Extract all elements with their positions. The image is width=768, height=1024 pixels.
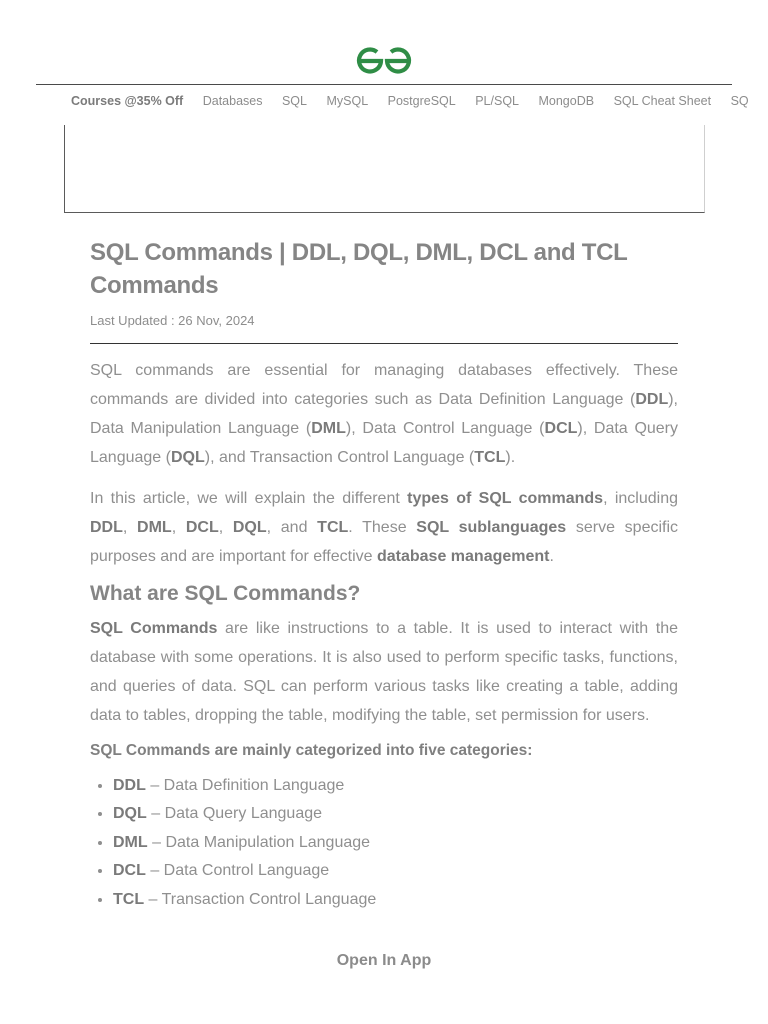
nav-item-sql[interactable]: SQL (281, 94, 307, 108)
ad-placeholder (64, 125, 705, 213)
site-header (0, 0, 768, 84)
title-divider (90, 343, 678, 344)
list-item: • DCL – Data Control Language (113, 857, 678, 885)
open-in-app-button[interactable]: Open In App (336, 952, 432, 969)
page-title: SQL Commands | DDL, DQL, DML, DCL and TCL Commands (90, 239, 628, 299)
top-nav (36, 86, 749, 120)
categories-heading: SQL Commands are mainly categorized into five categories: (90, 742, 533, 759)
intro-paragraph-2: In this article, we will explain the different types of SQL commands, including DDL, DML, DCL, DQL, and TCL. These SQL sublanguages serve specific purposes and are important for effective database management. (90, 490, 679, 565)
geeksforgeeks-logo-icon[interactable] (356, 44, 412, 76)
header-divider (36, 84, 732, 85)
categories-list (90, 772, 678, 914)
section-heading: What are SQL Commands? (90, 582, 361, 605)
nav-item-mongodb[interactable]: MongoDB (538, 94, 595, 108)
nav-item-truncated[interactable]: SQ (730, 94, 749, 108)
nav-item-postgresql[interactable]: PostgreSQL (387, 94, 456, 108)
last-updated: Last Updated : 26 Nov, 2024 (90, 313, 255, 328)
nav-item-courses[interactable]: Courses @35% Off (71, 94, 184, 108)
list-item: • DML – Data Manipulation Language (113, 829, 678, 857)
nav-item-mysql[interactable]: MySQL (326, 94, 369, 108)
section-paragraph: SQL Commands are like instructions to a table. It is used to interact with the database with some operations. It is also used to perform specific tasks, functions, and queries of data. SQL can perform various tasks like creating a table, adding data to tables, dropping the table, modifying the table, set permission for users. (90, 620, 679, 724)
nav-item-databases[interactable]: Databases (202, 94, 263, 108)
nav-item-sql-cheat-sheet[interactable]: SQL Cheat Sheet (613, 94, 712, 108)
list-item: • TCL – Transaction Control Language (113, 886, 678, 914)
nav-item-plsql[interactable]: PL/SQL (475, 94, 519, 108)
article (90, 236, 678, 914)
list-item: • DQL – Data Query Language (113, 800, 678, 828)
intro-paragraph-1: SQL commands are essential for managing databases effectively. These commands are divided into categories such as Data Definition Language (DDL), Data Manipulation Language (DML), Data Control Language (DCL), Data Query Language (DQL), and Transaction Control Language (TCL). (90, 362, 679, 466)
list-item: • DDL – Data Definition Language (113, 772, 678, 800)
